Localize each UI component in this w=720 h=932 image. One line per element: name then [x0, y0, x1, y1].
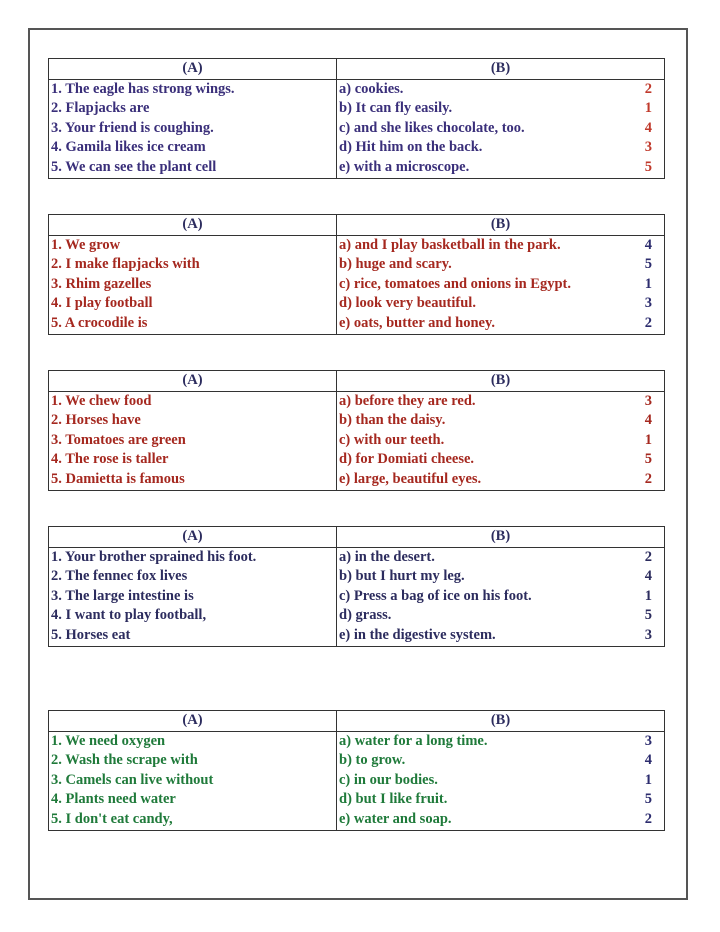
column-a-header: (A) — [49, 371, 337, 392]
table-row — [49, 275, 665, 295]
answer-number: 5 — [644, 451, 652, 468]
sentence-end: a) before they are red. — [339, 392, 476, 409]
answer-number: 1 — [644, 587, 652, 604]
table-row — [49, 99, 665, 119]
answer-number: 3 — [644, 392, 652, 409]
sentence-end-cell — [337, 79, 665, 99]
column-b-header: (B) — [337, 215, 665, 236]
table-row — [49, 606, 665, 626]
sentence-end-cell — [337, 391, 665, 411]
sentence-end-cell — [337, 158, 665, 178]
answer-number: 3 — [644, 295, 652, 312]
sentence-end-cell — [337, 411, 665, 431]
sentence-end: e) in the digestive system. — [339, 626, 496, 643]
table-row — [49, 255, 665, 275]
sentence-end-cell — [337, 771, 665, 791]
sentence-end-cell — [337, 626, 665, 646]
matching-table-4 — [48, 526, 664, 647]
sentence-start: 2. Horses have — [49, 411, 337, 431]
sentence-start: 1. We grow — [49, 235, 337, 255]
sentence-end-cell — [337, 99, 665, 119]
sentence-start: 4. I want to play football, — [49, 606, 337, 626]
sentence-start: 2. Flapjacks are — [49, 99, 337, 119]
column-b-header: (B) — [337, 371, 665, 392]
answer-number: 2 — [644, 470, 652, 487]
sentence-end-cell — [337, 790, 665, 810]
sentence-start: 5. Horses eat — [49, 626, 337, 646]
answer-number: 5 — [644, 256, 652, 273]
matching-table-1 — [48, 58, 664, 179]
column-a-header: (A) — [49, 215, 337, 236]
sentence-end: d) look very beautiful. — [339, 295, 476, 312]
column-a-header: (A) — [49, 711, 337, 732]
matching-table-5 — [48, 710, 664, 831]
answer-number: 4 — [644, 412, 652, 429]
table-row — [49, 158, 665, 178]
answer-number: 2 — [644, 810, 652, 827]
table-row — [49, 731, 665, 751]
table-row — [49, 626, 665, 646]
table-row — [49, 119, 665, 139]
table-row — [49, 587, 665, 607]
answer-number: 2 — [644, 314, 652, 331]
answer-number: 2 — [644, 80, 652, 97]
answer-number: 5 — [644, 791, 652, 808]
answer-number: 1 — [644, 100, 652, 117]
answer-number: 5 — [644, 607, 652, 624]
sentence-end-cell — [337, 751, 665, 771]
sentence-end: c) Press a bag of ice on his foot. — [339, 587, 532, 604]
sentence-end-cell — [337, 731, 665, 751]
sentence-end: e) large, beautiful eyes. — [339, 470, 482, 487]
answer-number: 3 — [644, 626, 652, 643]
sentence-start: 1. The eagle has strong wings. — [49, 79, 337, 99]
sentence-end: b) than the daisy. — [339, 412, 446, 429]
sentence-end-cell — [337, 431, 665, 451]
sentence-end-cell — [337, 255, 665, 275]
sentence-end: a) cookies. — [339, 80, 404, 97]
table-row — [49, 810, 665, 830]
sentence-start: 4. Plants need water — [49, 790, 337, 810]
sentence-start: 3. The large intestine is — [49, 587, 337, 607]
sentence-start: 2. The fennec fox lives — [49, 567, 337, 587]
answer-number: 4 — [644, 119, 652, 136]
sentence-end: d) but I like fruit. — [339, 791, 448, 808]
table-row — [49, 470, 665, 490]
sentence-start: 2. I make flapjacks with — [49, 255, 337, 275]
sentence-end-cell — [337, 138, 665, 158]
table-row — [49, 391, 665, 411]
sentence-start: 1. We chew food — [49, 391, 337, 411]
answer-number: 3 — [644, 732, 652, 749]
sentence-start: 4. The rose is taller — [49, 450, 337, 470]
matching-table-2 — [48, 214, 664, 335]
sentence-start: 4. I play football — [49, 294, 337, 314]
table-row — [49, 751, 665, 771]
sentence-end: e) with a microscope. — [339, 158, 470, 175]
sentence-start: 4. Gamila likes ice cream — [49, 138, 337, 158]
sentence-start: 3. Rhim gazelles — [49, 275, 337, 295]
sentence-end: d) for Domiati cheese. — [339, 451, 475, 468]
sentence-end-cell — [337, 470, 665, 490]
table-row — [49, 771, 665, 791]
sentence-end-cell — [337, 119, 665, 139]
sentence-start: 2. Wash the scrape with — [49, 751, 337, 771]
sentence-end: c) in our bodies. — [339, 771, 438, 788]
table-row — [49, 411, 665, 431]
sentence-end-cell — [337, 547, 665, 567]
sentence-end: e) oats, butter and honey. — [339, 314, 496, 331]
answer-number: 1 — [644, 771, 652, 788]
answer-number: 1 — [644, 431, 652, 448]
sentence-start: 3. Your friend is coughing. — [49, 119, 337, 139]
sentence-end: a) and I play basketball in the park. — [339, 236, 561, 253]
sentence-start: 5. Damietta is famous — [49, 470, 337, 490]
sentence-end-cell — [337, 275, 665, 295]
column-b-header: (B) — [337, 527, 665, 548]
answer-number: 4 — [644, 236, 652, 253]
table-row — [49, 547, 665, 567]
sentence-end-cell — [337, 587, 665, 607]
sentence-start: 3. Camels can live without — [49, 771, 337, 791]
table-row — [49, 235, 665, 255]
column-b-header: (B) — [337, 711, 665, 732]
table-row — [49, 79, 665, 99]
answer-number: 5 — [644, 158, 652, 175]
table-row — [49, 314, 665, 334]
table-row — [49, 431, 665, 451]
sentence-end: b) It can fly easily. — [339, 100, 453, 117]
sentence-end: c) and she likes chocolate, too. — [339, 119, 525, 136]
sentence-end-cell — [337, 810, 665, 830]
sentence-end-cell — [337, 235, 665, 255]
sentence-start: 5. We can see the plant cell — [49, 158, 337, 178]
answer-number: 4 — [644, 752, 652, 769]
table-row — [49, 450, 665, 470]
sentence-end: c) rice, tomatoes and onions in Egypt. — [339, 275, 571, 292]
table-row — [49, 790, 665, 810]
sentence-end: a) water for a long time. — [339, 732, 488, 749]
sentence-end: c) with our teeth. — [339, 431, 445, 448]
sentence-start: 5. I don't eat candy, — [49, 810, 337, 830]
table-row — [49, 567, 665, 587]
table-row — [49, 138, 665, 158]
column-a-header: (A) — [49, 59, 337, 80]
sentence-end: b) but I hurt my leg. — [339, 568, 465, 585]
sentence-start: 3. Tomatoes are green — [49, 431, 337, 451]
sentence-start: 5. A crocodile is — [49, 314, 337, 334]
answer-number: 3 — [644, 139, 652, 156]
answer-number: 2 — [644, 548, 652, 565]
sentence-end-cell — [337, 294, 665, 314]
answer-number: 4 — [644, 568, 652, 585]
sentence-end: a) in the desert. — [339, 548, 435, 565]
sentence-start: 1. Your brother sprained his foot. — [49, 547, 337, 567]
matching-table-3 — [48, 370, 664, 491]
column-b-header: (B) — [337, 59, 665, 80]
answer-number: 1 — [644, 275, 652, 292]
sentence-end-cell — [337, 606, 665, 626]
sentence-end: e) water and soap. — [339, 810, 452, 827]
sentence-end: d) Hit him on the back. — [339, 139, 483, 156]
sentence-end-cell — [337, 450, 665, 470]
sentence-start: 1. We need oxygen — [49, 731, 337, 751]
sentence-end-cell — [337, 567, 665, 587]
sentence-end: b) huge and scary. — [339, 256, 452, 273]
sentence-end: b) to grow. — [339, 752, 406, 769]
sentence-end: d) grass. — [339, 607, 392, 624]
sentence-end-cell — [337, 314, 665, 334]
column-a-header: (A) — [49, 527, 337, 548]
table-row — [49, 294, 665, 314]
